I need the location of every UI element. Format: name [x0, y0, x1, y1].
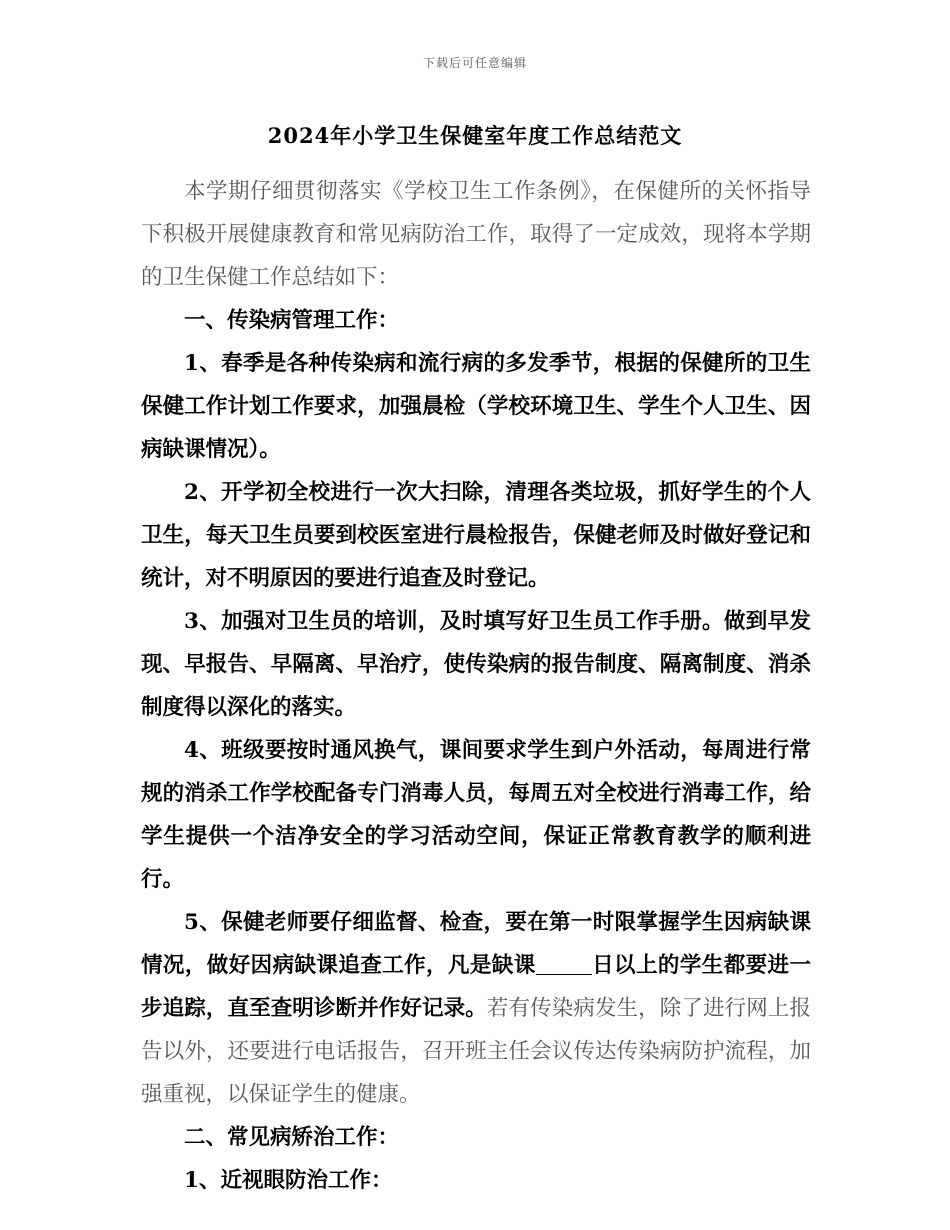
page-header-note: 下载后可任意编辑 — [422, 56, 527, 70]
section1-item-5-part1: 5、保健老师要仔细监督、检查，要在第一时限掌握学生因病缺课情况，做好因病缺课追查工作，凡是缺课 — [141, 910, 811, 978]
section1-item-4: 4、班级要按时通风换气，课间要求学生到户外活动，每周进行常规的消杀工作学校配备专门消毒人员，每周五对全校进行消毒工作，给学生提供一个洁净安全的学习活动空间，保证正常教育教学的顺利进行。 — [141, 738, 811, 892]
section1-item-5 — [141, 901, 811, 1116]
section-heading-common-disease: 二、常见病矫治工作： — [184, 1125, 400, 1150]
document-title: 2024年小学卫生保健室年度工作总结范文 — [267, 123, 683, 148]
section1-item-5-part2: 日以上的学生都要进一步追踪，直至查明诊断并作好记录。 — [141, 953, 811, 1021]
section1-item-3: 3、加强对卫生员的培训，及时填写好卫生员工作手册。做到早发现、早报告、早隔离、早治疗，使传染病的报告制度、隔离制度、消杀制度得以深化的落实。 — [141, 609, 811, 720]
section1-item-5-part3: 若有传染病发生，除了进行网上报告以外，还要进行电话报告，召开班主任会议传达传染病防护流程，加强重视，以保证学生的健康。 — [141, 996, 811, 1107]
intro-paragraph: 本学期仔细贯彻落实《学校卫生工作条例》，在保健所的关怀指导下积极开展健康教育和常见病防治工作，取得了一定成效，现将本学期的卫生保健工作总结如下： — [141, 179, 811, 290]
section-heading-infectious-disease: 一、传染病管理工作： — [184, 308, 400, 333]
blank-fill-line — [536, 954, 592, 975]
section1-item-1: 1、春季是各种传染病和流行病的多发季节，根据的保健所的卫生保健工作计划工作要求，加强晨检（学校环境卫生、学生个人卫生、因病缺课情况）。 — [141, 351, 811, 462]
section1-item-2: 2、开学初全校进行一次大扫除，清理各类垃圾，抓好学生的个人卫生，每天卫生员要到校医室进行晨检报告，保健老师及时做好登记和统计，对不明原因的要进行追查及时登记。 — [141, 480, 811, 591]
document-body — [141, 170, 811, 1202]
section2-item-1-heading: 1、近视眼防治工作： — [184, 1168, 393, 1193]
